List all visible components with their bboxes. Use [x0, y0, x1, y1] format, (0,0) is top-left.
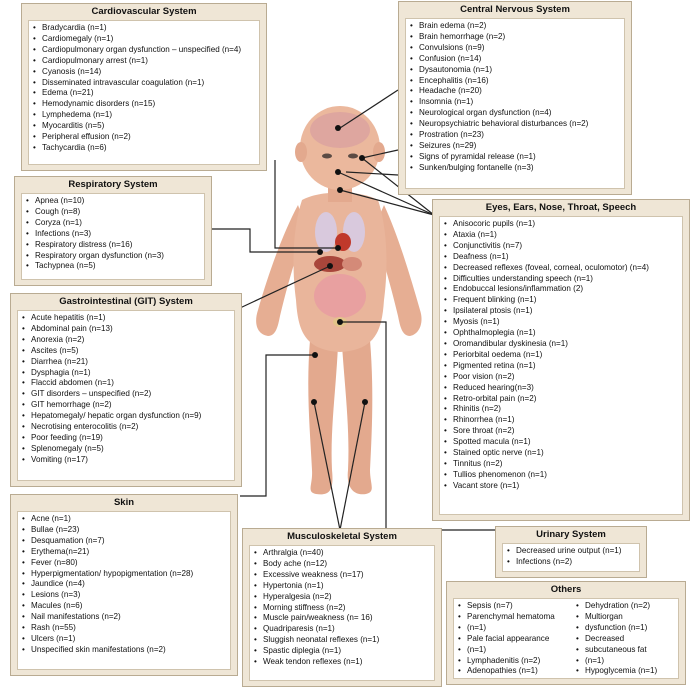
panel-body [17, 310, 235, 481]
symptom-item: • Quadriparesis (n=1) [254, 624, 430, 635]
symptom-item: • Retro-orbital pain (n=2) [444, 394, 678, 405]
symptom-item: • Infections (n=3) [26, 229, 200, 240]
symptom-item: • Deafness (n=1) [444, 252, 678, 263]
symptom-item: • Respiratory distress (n=16) [26, 240, 200, 251]
symptom-item: • Decreased reflexes (foveal, corneal, oculomotor) (n=4) [444, 263, 678, 274]
symptom-item: • Brain edema (n=2) [410, 21, 620, 32]
symptom-item: • Neurological organ dysfunction (n=4) [410, 108, 620, 119]
panel-title: Musculoskeletal System [287, 531, 397, 542]
symptom-item: • Oromandibular dyskinesia (n=1) [444, 339, 678, 350]
symptom-item: • Muscle pain/weakness (n= 16) [254, 613, 430, 624]
symptom-list-col1 [458, 601, 555, 677]
panel-title: Skin [113, 497, 135, 508]
symptom-item: • Ascites (n=5) [22, 346, 230, 357]
symptom-item: • Body ache (n=12) [254, 559, 430, 570]
symptom-item: • Parenchymal hematoma [458, 612, 555, 623]
panel-title: Central Nervous System [460, 4, 570, 15]
symptom-item: • Conjunctivitis (n=7) [444, 241, 678, 252]
symptom-item: • Unspecified skin manifestations (n=2) [22, 645, 226, 656]
symptom-item: • Encephalitis (n=16) [410, 76, 620, 87]
symptom-item: • Ipsilateral ptosis (n=1) [444, 306, 678, 317]
symptom-item: • Sepsis (n=7) [458, 601, 555, 612]
symptom-item: • Anorexia (n=2) [22, 335, 230, 346]
symptom-item: • Diarrhea (n=21) [22, 357, 230, 368]
symptom-item: • Tullios phenomenon (n=1) [444, 470, 678, 481]
body-figure [256, 106, 421, 494]
symptom-item: • Dehydration (n=2) [576, 601, 657, 612]
symptom-item: • Macules (n=6) [22, 601, 226, 612]
symptom-item: • Decreased [576, 634, 657, 645]
symptom-list [410, 21, 620, 174]
symptom-item: • Sunken/bulging fontanelle (n=3) [410, 163, 620, 174]
symptom-item: • Disseminated intravascular coagulation (n=1) [33, 78, 255, 89]
symptom-item: • Nail manifestations (n=2) [22, 612, 226, 623]
symptom-item: • (n=1) [458, 645, 555, 656]
symptom-item: • Rash (n=55) [22, 623, 226, 634]
symptom-item: • Headache (n=20) [410, 86, 620, 97]
panel-body [28, 20, 260, 165]
symptom-item: • Tachypnea (n=5) [26, 261, 200, 272]
symptom-item: • Apnea (n=10) [26, 196, 200, 207]
symptom-item: • Erythema(n=21) [22, 547, 226, 558]
connector-dots [311, 125, 368, 405]
symptom-item: • Bullae (n=23) [22, 525, 226, 536]
panel-body [405, 18, 625, 189]
symptom-item: • Bradycardia (n=1) [33, 23, 255, 34]
symptom-item: • Sluggish neonatal reflexes (n=1) [254, 635, 430, 646]
symptom-item: • Respiratory organ dysfunction (n=3) [26, 251, 200, 262]
symptom-item: • Hepatomegaly/ hepatic organ dysfunction (n=9) [22, 411, 230, 422]
symptom-item: • Edema (n=21) [33, 88, 255, 99]
symptom-item: • Ulcers (n=1) [22, 634, 226, 645]
symptom-item: • GIT hemorrhage (n=2) [22, 400, 230, 411]
symptom-item: • subcutaneous fat [576, 645, 657, 656]
symptom-item: • Neuropsychiatric behavioral disturbances (n=2) [410, 119, 620, 130]
symptom-item: • Coryza (n=1) [26, 218, 200, 229]
symptom-item: • Convulsions (n=9) [410, 43, 620, 54]
symptom-item: • Flaccid abdomen (n=1) [22, 378, 230, 389]
symptom-item: • Cardiomegaly (n=1) [33, 34, 255, 45]
panel-others [446, 581, 686, 685]
symptom-item: • Vacant store (n=1) [444, 481, 678, 492]
symptom-item: • Myosis (n=1) [444, 317, 678, 328]
panel-gastrointestinal-system [10, 293, 242, 487]
symptom-item: • Poor feeding (n=19) [22, 433, 230, 444]
symptom-list [22, 313, 230, 466]
symptom-item: • Cough (n=8) [26, 207, 200, 218]
symptom-item: • Endobuccal lesions/inflammation (2) [444, 284, 678, 295]
symptom-item: • Lymphadenitis (n=2) [458, 656, 555, 667]
symptom-item: • Ataxia (n=1) [444, 230, 678, 241]
symptom-item: • Lymphedema (n=1) [33, 110, 255, 121]
symptom-item: • Splenomegaly (n=5) [22, 444, 230, 455]
panel-eyes-ears-nose-throat-speech [432, 199, 690, 521]
symptom-item: • Dysphagia (n=1) [22, 368, 230, 379]
symptom-item: • Insomnia (n=1) [410, 97, 620, 108]
symptom-item: • Seizures (n=29) [410, 141, 620, 152]
symptom-item: • Cardiopulmonary organ dysfunction – unspecified (n=4) [33, 45, 255, 56]
symptom-item: • Fever (n=80) [22, 558, 226, 569]
symptom-list [26, 196, 200, 272]
symptom-item: • Tinnitus (n=2) [444, 459, 678, 470]
symptom-item: • Hemodynamic disorders (n=15) [33, 99, 255, 110]
symptom-item: • Sore throat (n=2) [444, 426, 678, 437]
symptom-item: • GIT disorders – unspecified (n=2) [22, 389, 230, 400]
symptom-list [507, 546, 635, 568]
symptom-item: • Pigmented retina (n=1) [444, 361, 678, 372]
symptom-item: • Spastic diplegia (n=1) [254, 646, 430, 657]
panel-title: Cardiovascular System [91, 6, 197, 17]
panel-title: Eyes, Ears, Nose, Throat, Speech [485, 202, 637, 213]
symptom-item: • (n=1) [576, 656, 657, 667]
panel-respiratory-system [14, 176, 212, 286]
symptom-item: • Dysautonomia (n=1) [410, 65, 620, 76]
panel-body [439, 216, 683, 515]
panel-skin [10, 494, 238, 676]
symptom-item: • Abdominal pain (n=13) [22, 324, 230, 335]
panel-title: Gastrointestinal (GIT) System [59, 296, 193, 307]
symptom-item: • Jaundice (n=4) [22, 579, 226, 590]
symptom-item: • Hyperalgesia (n=2) [254, 592, 430, 603]
symptom-item: • Adenopathies (n=1) [458, 666, 555, 677]
symptom-item: • Difficulties understanding speech (n=1) [444, 274, 678, 285]
panel-urinary-system [495, 526, 647, 578]
panel-central-nervous-system [398, 1, 632, 195]
symptom-item: • Necrotising enterocolitis (n=2) [22, 422, 230, 433]
panel-body [21, 193, 205, 280]
symptom-item: • Peripheral effusion (n=2) [33, 132, 255, 143]
symptom-item: • Hyperpigmentation/ hypopigmentation (n=28) [22, 569, 226, 580]
symptom-item: • Rhinitis (n=2) [444, 404, 678, 415]
symptom-list [444, 219, 678, 492]
symptom-item: • Excessive weakness (n=17) [254, 570, 430, 581]
symptom-item: • dysfunction (n=1) [576, 623, 657, 634]
symptom-list [33, 23, 255, 154]
symptom-item: • Vomiting (n=17) [22, 455, 230, 466]
panel-cardiovascular [21, 3, 267, 171]
panel-title: Urinary System [536, 529, 606, 540]
symptom-item: • Spotted macula (n=1) [444, 437, 678, 448]
symptom-item: • Rhinorrhea (n=1) [444, 415, 678, 426]
symptom-item: • Desquamation (n=7) [22, 536, 226, 547]
panel-title: Respiratory System [68, 179, 158, 190]
symptom-item: • Poor vision (n=2) [444, 372, 678, 383]
symptom-item: • Ophthalmoplegia (n=1) [444, 328, 678, 339]
symptom-list-col2 [576, 601, 657, 677]
symptom-item: • Myocarditis (n=5) [33, 121, 255, 132]
symptom-item: • Pale facial appearance [458, 634, 555, 645]
symptom-item: • Acute hepatitis (n=1) [22, 313, 230, 324]
symptom-item: • Lesions (n=3) [22, 590, 226, 601]
symptom-item: • Anisocoric pupils (n=1) [444, 219, 678, 230]
symptom-item: • Signs of pyramidal release (n=1) [410, 152, 620, 163]
symptom-list [254, 548, 430, 668]
symptom-item: • Brain hemorrhage (n=2) [410, 32, 620, 43]
symptom-item: • Weak tendon reflexes (n=1) [254, 657, 430, 668]
symptom-item: • Cardiopulmonary arrest (n=1) [33, 56, 255, 67]
symptom-list [22, 514, 226, 656]
panel-body [453, 598, 679, 679]
symptom-item: • Periorbital oedema (n=1) [444, 350, 678, 361]
symptom-item: • Reduced hearing(n=3) [444, 383, 678, 394]
symptom-item: • Hypoglycemia (n=1) [576, 666, 657, 677]
panel-body [502, 543, 640, 572]
symptom-item: • Confusion (n=14) [410, 54, 620, 65]
symptom-item: • Acne (n=1) [22, 514, 226, 525]
panel-title: Others [550, 584, 582, 595]
symptom-item: • Prostration (n=23) [410, 130, 620, 141]
panel-body [17, 511, 231, 670]
panel-body [249, 545, 435, 681]
symptom-item: • Frequent blinking (n=1) [444, 295, 678, 306]
symptom-item: • (n=1) [458, 623, 555, 634]
symptom-item: • Arthralgia (n=40) [254, 548, 430, 559]
symptom-item: • Stained optic nerve (n=1) [444, 448, 678, 459]
symptom-item: • Morning stiffness (n=2) [254, 603, 430, 614]
symptom-item: • Decreased urine output (n=1) [507, 546, 635, 557]
symptom-item: • Multiorgan [576, 612, 657, 623]
symptom-item: • Tachycardia (n=6) [33, 143, 255, 154]
symptom-item: • Hypertonia (n=1) [254, 581, 430, 592]
symptom-item: • Infections (n=2) [507, 557, 635, 568]
panel-musculoskeletal-system [242, 528, 442, 687]
symptom-item: • Cyanosis (n=14) [33, 67, 255, 78]
